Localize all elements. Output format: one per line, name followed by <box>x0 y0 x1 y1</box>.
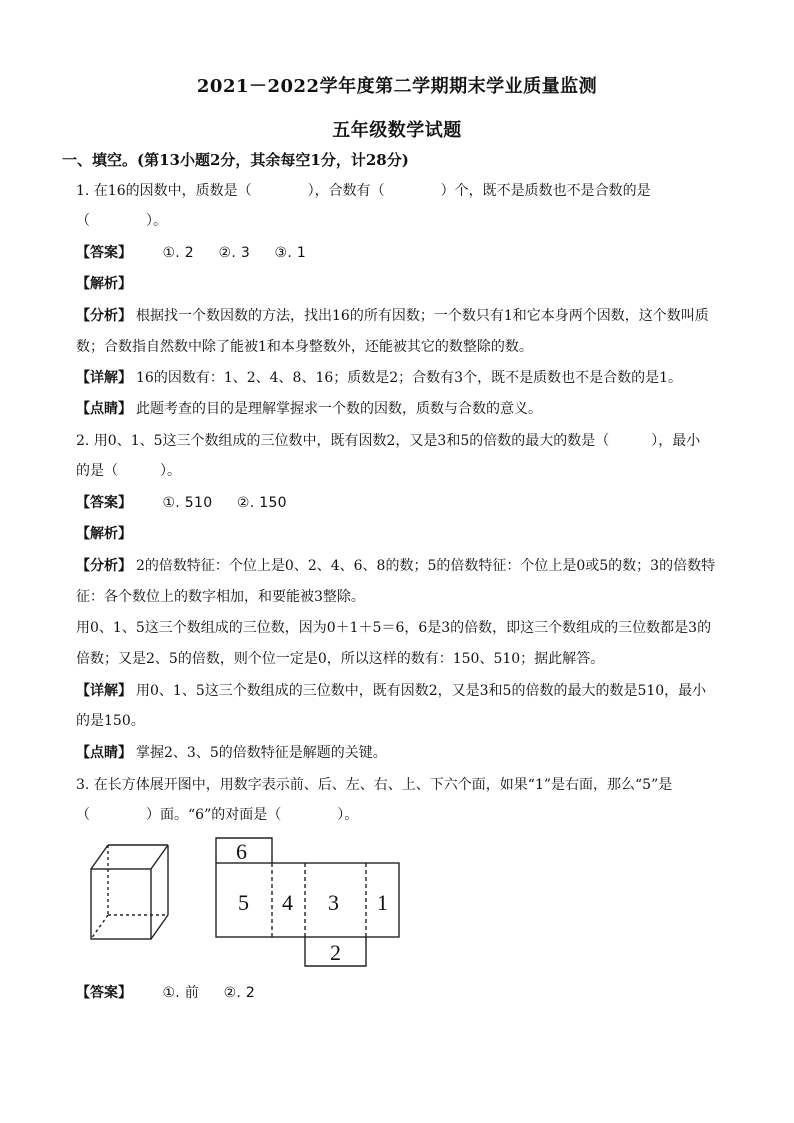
cuboid-front-face <box>91 869 151 939</box>
q2-answer-row <box>76 493 726 513</box>
q1-dianjing <box>76 399 726 419</box>
net-label-5: 5 <box>238 890 249 915</box>
analysis-tag: 【解析】 <box>76 526 132 542</box>
fenxi-tag: 【分析】 <box>76 558 132 574</box>
dianjing-tag: 【点睛】 <box>76 745 132 761</box>
q2-analysis-tag <box>76 524 726 544</box>
fenxi-tag: 【分析】 <box>76 308 132 324</box>
q1-dianjing-text: 此题考查的目的是理解掌握求一个数的因数，质数与合数的意义。 <box>136 401 542 417</box>
answer-tag: 【答案】 <box>76 495 132 511</box>
dianjing-tag: 【点睛】 <box>76 401 132 417</box>
q1-xiangjie <box>76 368 726 388</box>
q2-fenxi-line4: 倍数；又是2、5的倍数，则个位一定是0，所以这样的数有：150、510；据此解答。 <box>76 651 605 667</box>
q2-xiangjie-line1 <box>76 681 726 701</box>
q2-xiangjie-text-1: 用0、1、5这三个数组成的三位数中，既有因数2，又是3和5的倍数的最大的数是510，最小 <box>136 683 707 699</box>
net-label-4: 4 <box>282 890 293 915</box>
q2-xiangjie-line2: 的是150。 <box>76 713 145 729</box>
section-heading: 一、填空。(第13小题2分，其余每空1分，计28分) <box>62 151 409 169</box>
analysis-tag: 【解析】 <box>76 276 132 292</box>
q3-text-line2: （ ）面。“6”的对面是（ ）。 <box>76 807 359 823</box>
cuboid-figure <box>86 840 182 946</box>
q1-text-line1: 1. 在16的因数中，质数是（ ），合数有（ ）个，既不是质数也不是合数的是 <box>76 183 651 199</box>
q3-answer-2: ②. 2 <box>223 985 256 1001</box>
answer-tag: 【答案】 <box>76 985 132 1001</box>
xiangjie-tag: 【详解】 <box>76 683 132 699</box>
q3-answer-row <box>76 983 726 1003</box>
xiangjie-tag: 【详解】 <box>76 370 132 386</box>
q1-answer-1: ①. 2 <box>162 245 195 261</box>
q1-fenxi-text-1: 根据找一个数因数的方法，找出16的所有因数；一个数只有1和它本身两个因数，这个数叫质 <box>136 308 709 324</box>
q2-fenxi-text-1: 2的倍数特征：个位上是0、2、4、6、8的数；5的倍数特征：个位上是0或5的数；3的倍数特 <box>136 558 716 574</box>
cuboid-edge <box>151 845 168 869</box>
exam-subtitle: 五年级数学试题 <box>332 120 462 141</box>
q2-fenxi-line3: 用0、1、5这三个数组成的三位数，因为0＋1＋5＝6，6是3的倍数，即这三个数组成的三位数都是3的 <box>76 620 712 636</box>
q2-text-line1: 2. 用0、1、5这三个数组成的三位数中，既有因数2，又是3和5的倍数的最大的数是（ ），最小 <box>76 433 701 449</box>
cuboid-edge <box>151 915 168 939</box>
exam-title: 2021－2022学年度第二学期期末学业质量监测 <box>196 76 598 97</box>
q3-text-line1: 3. 在长方体展开图中，用数字表示前、后、左、右、上、下六个面，如果“1”是右面，那么“5”是 <box>76 777 673 793</box>
net-label-2: 2 <box>330 940 341 965</box>
q2-dianjing <box>76 743 726 763</box>
q3-answer-1: ①. 前 <box>162 985 200 1001</box>
q1-text-line2: （ ）。 <box>76 213 167 229</box>
q2-answer-2: ②. 150 <box>236 495 287 511</box>
q1-analysis-tag <box>76 274 726 294</box>
q1-xiangjie-text: 16的因数有：1、2、4、8、16；质数是2；合数有3个，既不是质数也不是合数的是1。 <box>136 370 682 386</box>
cuboid-net-figure <box>212 834 404 970</box>
q2-text-line2: 的是（ ）。 <box>76 463 181 479</box>
q1-fenxi-line2: 数；合数指自然数中除了能被1和本身整数外，还能被其它的数整除的数。 <box>76 339 533 355</box>
cuboid-edge <box>91 845 108 869</box>
net-label-6: 6 <box>236 839 247 864</box>
q1-answer-row <box>76 243 726 263</box>
q2-fenxi-line1 <box>76 556 726 576</box>
q1-answer-2: ②. 3 <box>218 245 251 261</box>
q2-fenxi-line2: 征：各个数位上的数字相加，和要能被3整除。 <box>76 589 365 605</box>
net-label-3: 3 <box>328 890 339 915</box>
cuboid-hidden-edge <box>91 915 108 939</box>
answer-tag: 【答案】 <box>76 245 132 261</box>
q1-answer-3: ③. 1 <box>274 245 307 261</box>
q2-answer-1: ①. 510 <box>162 495 213 511</box>
q1-fenxi-line1 <box>76 306 726 326</box>
q2-dianjing-text: 掌握2、3、5的倍数特征是解题的关键。 <box>136 745 387 761</box>
net-label-1: 1 <box>377 890 388 915</box>
